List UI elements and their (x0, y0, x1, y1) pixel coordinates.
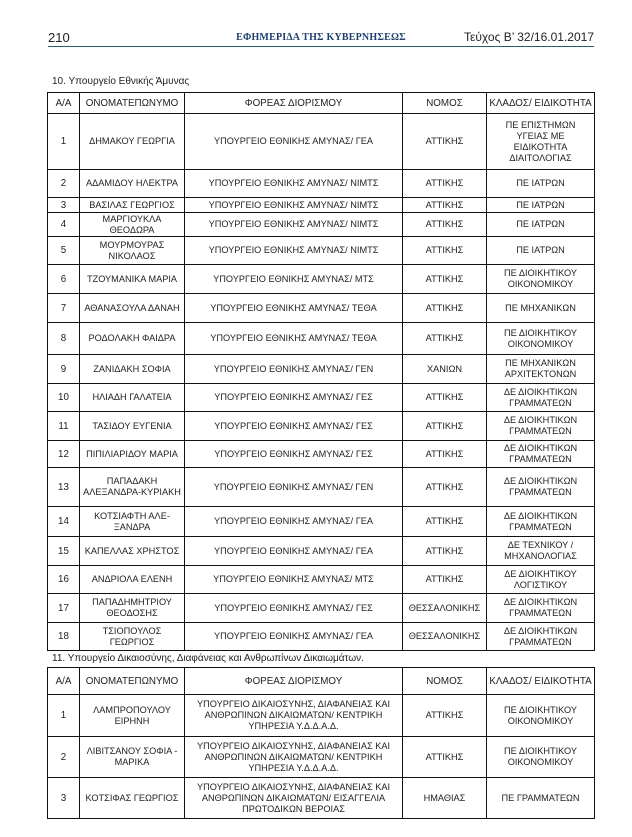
cell-branch-specialty: ΠΕ ΙΑΤΡΩΝ (487, 198, 595, 213)
cell-full-name: ΤΣΙΟΠΟΥΛΟΣ ΓΕΩΡΓΙΟΣ (80, 623, 185, 651)
cell-branch-specialty: ΠΕ ΓΡΑΜΜΑΤΕΩΝ (487, 778, 595, 819)
cell-full-name: ΗΛΙΑΔΗ ΓΑΛΑΤΕΙΑ (80, 384, 185, 412)
cell-appointing-body: ΥΠΟΥΡΓΕΙΟ ΕΘΝΙΚΗΣ ΑΜΥΝΑΣ/ ΓΕΣ (185, 384, 403, 412)
cell-appointing-body: ΥΠΟΥΡΓΕΙΟ ΔΙΚΑΙΟΣΥΝΗΣ, ΔΙΑΦΑΝΕΙΑΣ ΚΑΙ ΑΝΘΡΩΠΙΝΩΝ ΔΙΚΑΙΩΜΑΤΩΝ/ ΚΕΝΤΡΙΚΗ ΥΠΗΡΕΣΙΑ Υ.Δ.Δ.Α.Δ. (185, 737, 403, 778)
cell-row-number: 3 (48, 778, 80, 819)
cell-prefecture: ΑΤΤΙΚΗΣ (403, 198, 487, 213)
cell-branch-specialty: ΠΕ ΔΙΟΙΚΗΤΙΚΟΥ ΟΙΚΟΝΟΜΙΚΟΥ (487, 695, 595, 737)
cell-appointing-body: ΥΠΟΥΡΓΕΙΟ ΕΘΝΙΚΗΣ ΑΜΥΝΑΣ/ ΝΙΜΤΣ (185, 170, 403, 198)
cell-prefecture: ΑΤΤΙΚΗΣ (403, 114, 487, 170)
cell-row-number: 7 (48, 294, 80, 323)
cell-prefecture: ΧΑΝΙΩΝ (403, 355, 487, 384)
appointments-table-defence (47, 92, 595, 651)
column-header-full-name: ΟΝΟΜΑΤΕΠΩΝΥΜΟ (80, 668, 185, 695)
cell-row-number: 8 (48, 323, 80, 355)
cell-appointing-body: ΥΠΟΥΡΓΕΙΟ ΕΘΝΙΚΗΣ ΑΜΥΝΑΣ/ ΓΕΝ (185, 468, 403, 507)
cell-prefecture: ΑΤΤΙΚΗΣ (403, 737, 487, 778)
cell-row-number: 11 (48, 412, 80, 441)
cell-prefecture: ΑΤΤΙΚΗΣ (403, 237, 487, 265)
cell-full-name: ΔΗΜΑΚΟΥ ΓΕΩΡΓΙΑ (80, 114, 185, 170)
cell-branch-specialty: ΔΕ ΔΙΟΙΚΗΤΙΚΩΝ ΓΡΑΜΜΑΤΕΩΝ (487, 507, 595, 537)
cell-full-name: ΑΝΔΡΙΟΛΑ ΕΛΕΝΗ (80, 566, 185, 594)
cell-row-number: 15 (48, 537, 80, 566)
cell-prefecture: ΑΤΤΙΚΗΣ (403, 213, 487, 237)
cell-branch-specialty: ΠΕ ΔΙΟΙΚΗΤΙΚΟΥ ΟΙΚΟΝΟΜΙΚΟΥ (487, 323, 595, 355)
cell-prefecture: ΗΜΑΘΙΑΣ (403, 778, 487, 819)
cell-appointing-body: ΥΠΟΥΡΓΕΙΟ ΔΙΚΑΙΟΣΥΝΗΣ, ΔΙΑΦΑΝΕΙΑΣ ΚΑΙ ΑΝΘΡΩΠΙΝΩΝ ΔΙΚΑΙΩΜΑΤΩΝ/ ΕΙΣΑΓΓΕΛΙΑ ΠΡΩΤΟΔΙΚΩΝ ΒΕΡΟΙΑΣ (185, 778, 403, 819)
cell-branch-specialty: ΔΕ ΔΙΟΙΚΗΤΙΚΩΝ ΓΡΑΜΜΑΤΕΩΝ (487, 468, 595, 507)
table-row (48, 537, 595, 566)
column-header-appointing-body: ΦΟΡΕΑΣ ΔΙΟΡΙΣΜΟΥ (185, 668, 403, 695)
cell-appointing-body: ΥΠΟΥΡΓΕΙΟ ΕΘΝΙΚΗΣ ΑΜΥΝΑΣ/ ΜΤΣ (185, 265, 403, 294)
cell-branch-specialty: ΠΕ ΙΑΤΡΩΝ (487, 237, 595, 265)
cell-prefecture: ΑΤΤΙΚΗΣ (403, 170, 487, 198)
cell-appointing-body: ΥΠΟΥΡΓΕΙΟ ΕΘΝΙΚΗΣ ΑΜΥΝΑΣ/ ΜΤΣ (185, 566, 403, 594)
cell-branch-specialty: ΠΕ ΙΑΤΡΩΝ (487, 170, 595, 198)
column-header-prefecture: ΝΟΜΟΣ (403, 93, 487, 114)
cell-appointing-body: ΥΠΟΥΡΓΕΙΟ ΕΘΝΙΚΗΣ ΑΜΥΝΑΣ/ ΤΕΘΑ (185, 323, 403, 355)
cell-row-number: 4 (48, 213, 80, 237)
table-row (48, 566, 595, 594)
cell-full-name: ΖΑΝΙΔΑΚΗ ΣΟΦΙΑ (80, 355, 185, 384)
cell-full-name: ΒΑΣΙΛΑΣ ΓΕΩΡΓΙΟΣ (80, 198, 185, 213)
cell-prefecture: ΑΤΤΙΚΗΣ (403, 441, 487, 468)
table-row (48, 294, 595, 323)
cell-appointing-body: ΥΠΟΥΡΓΕΙΟ ΕΘΝΙΚΗΣ ΑΜΥΝΑΣ/ ΓΕΑ (185, 114, 403, 170)
cell-row-number: 2 (48, 737, 80, 778)
cell-row-number: 17 (48, 594, 80, 623)
cell-full-name: ΑΘΑΝΑΣΟΥΛΑ ΔΑΝΑΗ (80, 294, 185, 323)
table-row (48, 441, 595, 468)
cell-branch-specialty: ΔΕ ΤΕΧΝΙΚΟΥ / ΜΗΧΑΝΟΛΟΓΙΑΣ (487, 537, 595, 566)
column-header-branch-specialty: ΚΛΑΔΟΣ/ ΕΙΔΙΚΟΤΗΤΑ (487, 93, 595, 114)
table-header-row (48, 93, 595, 114)
cell-branch-specialty: ΔΕ ΔΙΟΙΚΗΤΙΚΩΝ ΓΡΑΜΜΑΤΕΩΝ (487, 441, 595, 468)
table-row (48, 198, 595, 213)
section-title-defence: 10. Υπουργείο Εθνικής Άμυνας (52, 76, 190, 87)
cell-prefecture: ΑΤΤΙΚΗΣ (403, 695, 487, 737)
table-row (48, 237, 595, 265)
cell-branch-specialty: ΔΕ ΔΙΟΙΚΗΤΙΚΟΥ ΛΟΓΙΣΤΙΚΟΥ (487, 566, 595, 594)
cell-appointing-body: ΥΠΟΥΡΓΕΙΟ ΕΘΝΙΚΗΣ ΑΜΥΝΑΣ/ ΓΕΣ (185, 441, 403, 468)
cell-prefecture: ΑΤΤΙΚΗΣ (403, 468, 487, 507)
cell-prefecture: ΘΕΣΣΑΛΟΝΙΚΗΣ (403, 594, 487, 623)
cell-prefecture: ΑΤΤΙΚΗΣ (403, 412, 487, 441)
cell-appointing-body: ΥΠΟΥΡΓΕΙΟ ΕΘΝΙΚΗΣ ΑΜΥΝΑΣ/ ΓΕΣ (185, 594, 403, 623)
cell-appointing-body: ΥΠΟΥΡΓΕΙΟ ΕΘΝΙΚΗΣ ΑΜΥΝΑΣ/ ΓΕΑ (185, 623, 403, 651)
cell-row-number: 10 (48, 384, 80, 412)
cell-full-name: ΠΑΠΑΔΑΚΗ ΑΛΕΞΑΝΔΡΑ-ΚΥΡΙΑΚΗ (80, 468, 185, 507)
cell-prefecture: ΑΤΤΙΚΗΣ (403, 384, 487, 412)
cell-branch-specialty: ΔΕ ΔΙΟΙΚΗΤΙΚΩΝ ΓΡΑΜΜΑΤΕΩΝ (487, 384, 595, 412)
gazette-title: ΕΦΗΜΕΡΙΔΑ ΤΗΣ ΚΥΒΕΡΝΗΣΕΩΣ (236, 32, 406, 43)
cell-full-name: ΠΑΠΑΔΗΜΗΤΡΙΟΥ ΘΕΟΔΟΣΗΣ (80, 594, 185, 623)
cell-branch-specialty: ΠΕ ΔΙΟΙΚΗΤΙΚΟΥ ΟΙΚΟΝΟΜΙΚΟΥ (487, 265, 595, 294)
cell-branch-specialty: ΔΕ ΔΙΟΙΚΗΤΙΚΩΝ ΓΡΑΜΜΑΤΕΩΝ (487, 594, 595, 623)
cell-appointing-body: ΥΠΟΥΡΓΕΙΟ ΕΘΝΙΚΗΣ ΑΜΥΝΑΣ/ ΝΙΜΤΣ (185, 237, 403, 265)
cell-full-name: ΚΑΠΕΛΛΑΣ ΧΡΗΣΤΟΣ (80, 537, 185, 566)
cell-prefecture: ΑΤΤΙΚΗΣ (403, 566, 487, 594)
column-header-row-number: Α/Α (48, 93, 80, 114)
cell-row-number: 14 (48, 507, 80, 537)
cell-appointing-body: ΥΠΟΥΡΓΕΙΟ ΕΘΝΙΚΗΣ ΑΜΥΝΑΣ/ ΓΕΣ (185, 412, 403, 441)
cell-full-name: ΤΑΣΙΔΟΥ ΕΥΓΕΝΙΑ (80, 412, 185, 441)
cell-full-name: ΚΟΤΣΙΑΦΤΗ ΑΛΕ-ΞΑΝΔΡΑ (80, 507, 185, 537)
cell-appointing-body: ΥΠΟΥΡΓΕΙΟ ΕΘΝΙΚΗΣ ΑΜΥΝΑΣ/ ΝΙΜΤΣ (185, 198, 403, 213)
cell-row-number: 1 (48, 114, 80, 170)
table-row (48, 695, 595, 737)
cell-appointing-body: ΥΠΟΥΡΓΕΙΟ ΕΘΝΙΚΗΣ ΑΜΥΝΑΣ/ ΝΙΜΤΣ (185, 213, 403, 237)
cell-appointing-body: ΥΠΟΥΡΓΕΙΟ ΔΙΚΑΙΟΣΥΝΗΣ, ΔΙΑΦΑΝΕΙΑΣ ΚΑΙ ΑΝΘΡΩΠΙΝΩΝ ΔΙΚΑΙΩΜΑΤΩΝ/ ΚΕΝΤΡΙΚΗ ΥΠΗΡΕΣΙΑ Υ.Δ.Δ.Α.Δ. (185, 695, 403, 737)
cell-branch-specialty: ΔΕ ΔΙΟΙΚΗΤΙΚΩΝ ΓΡΑΜΜΑΤΕΩΝ (487, 412, 595, 441)
cell-full-name: ΡΟΔΟΛΑΚΗ ΦΑΙΔΡΑ (80, 323, 185, 355)
table-row (48, 114, 595, 170)
appointments-table-justice (47, 667, 595, 819)
cell-prefecture: ΑΤΤΙΚΗΣ (403, 294, 487, 323)
cell-full-name: ΛΙΒΙΤΣΑΝΟΥ ΣΟΦΙΑ - ΜΑΡΙΚΑ (80, 737, 185, 778)
cell-full-name: ΜΑΡΓΙΟΥΚΛΑ ΘΕΟΔΩΡΑ (80, 213, 185, 237)
column-header-appointing-body: ΦΟΡΕΑΣ ΔΙΟΡΙΣΜΟΥ (185, 93, 403, 114)
cell-appointing-body: ΥΠΟΥΡΓΕΙΟ ΕΘΝΙΚΗΣ ΑΜΥΝΑΣ/ ΤΕΘΑ (185, 294, 403, 323)
cell-appointing-body: ΥΠΟΥΡΓΕΙΟ ΕΘΝΙΚΗΣ ΑΜΥΝΑΣ/ ΓΕΑ (185, 507, 403, 537)
table-row (48, 594, 595, 623)
cell-full-name: ΜΟΥΡΜΟΥΡΑΣ ΝΙΚΟΛΑΟΣ (80, 237, 185, 265)
section-title-justice: 11. Υπουργείο Δικαιοσύνης, Διαφάνειας και Ανθρωπίνων Δικαιωμάτων. (52, 653, 364, 664)
cell-prefecture: ΑΤΤΙΚΗΣ (403, 323, 487, 355)
column-header-row-number: Α/Α (48, 668, 80, 695)
cell-prefecture: ΘΕΣΣΑΛΟΝΙΚΗΣ (403, 623, 487, 651)
cell-row-number: 2 (48, 170, 80, 198)
column-header-prefecture: ΝΟΜΟΣ (403, 668, 487, 695)
page-number: 210 (48, 30, 70, 45)
table-header-row (48, 668, 595, 695)
cell-branch-specialty: ΠΕ ΙΑΤΡΩΝ (487, 213, 595, 237)
table-row (48, 778, 595, 819)
table-row (48, 412, 595, 441)
cell-row-number: 5 (48, 237, 80, 265)
cell-row-number: 12 (48, 441, 80, 468)
table-row (48, 170, 595, 198)
cell-full-name: ΑΔΑΜΙΔΟΥ ΗΛΕΚΤΡΑ (80, 170, 185, 198)
cell-full-name: ΠΙΠΙΛΙΑΡΙΔΟΥ ΜΑΡΙΑ (80, 441, 185, 468)
column-header-branch-specialty: ΚΛΑΔΟΣ/ ΕΙΔΙΚΟΤΗΤΑ (487, 668, 595, 695)
cell-row-number: 9 (48, 355, 80, 384)
cell-full-name: ΤΖΟΥΜΑΝΙΚΑ ΜΑΡΙΑ (80, 265, 185, 294)
cell-prefecture: ΑΤΤΙΚΗΣ (403, 537, 487, 566)
table-row (48, 355, 595, 384)
table-row (48, 265, 595, 294)
table-row (48, 507, 595, 537)
cell-branch-specialty: ΔΕ ΔΙΟΙΚΗΤΙΚΩΝ ΓΡΑΜΜΑΤΕΩΝ (487, 623, 595, 651)
table-row (48, 384, 595, 412)
cell-branch-specialty: ΠΕ ΜΗΧΑΝΙΚΩΝ (487, 294, 595, 323)
cell-branch-specialty: ΠΕ ΕΠΙΣΤΗΜΩΝ ΥΓΕΙΑΣ ΜΕ ΕΙΔΙΚΟΤΗΤΑ ΔΙΑΙΤΟΛΟΓΙΑΣ (487, 114, 595, 170)
page-header (48, 30, 594, 47)
column-header-full-name: ΟΝΟΜΑΤΕΠΩΝΥΜΟ (80, 93, 185, 114)
table-row (48, 623, 595, 651)
issue-info: Τεύχος Β’ 32/16.01.2017 (464, 30, 594, 44)
cell-appointing-body: ΥΠΟΥΡΓΕΙΟ ΕΘΝΙΚΗΣ ΑΜΥΝΑΣ/ ΓΕΝ (185, 355, 403, 384)
cell-row-number: 16 (48, 566, 80, 594)
cell-full-name: ΚΟΤΣΙΦΑΣ ΓΕΩΡΓΙΟΣ (80, 778, 185, 819)
cell-row-number: 6 (48, 265, 80, 294)
cell-prefecture: ΑΤΤΙΚΗΣ (403, 507, 487, 537)
table-row (48, 468, 595, 507)
cell-appointing-body: ΥΠΟΥΡΓΕΙΟ ΕΘΝΙΚΗΣ ΑΜΥΝΑΣ/ ΓΕΑ (185, 537, 403, 566)
cell-branch-specialty: ΠΕ ΔΙΟΙΚΗΤΙΚΟΥ ΟΙΚΟΝΟΜΙΚΟΥ (487, 737, 595, 778)
cell-row-number: 1 (48, 695, 80, 737)
table-row (48, 213, 595, 237)
cell-row-number: 3 (48, 198, 80, 213)
cell-row-number: 13 (48, 468, 80, 507)
cell-prefecture: ΑΤΤΙΚΗΣ (403, 265, 487, 294)
cell-full-name: ΛΑΜΠΡΟΠΟΥΛΟΥ ΕΙΡΗΝΗ (80, 695, 185, 737)
table-row (48, 737, 595, 778)
table-row (48, 323, 595, 355)
cell-row-number: 18 (48, 623, 80, 651)
cell-branch-specialty: ΠΕ ΜΗΧΑΝΙΚΩΝ ΑΡΧΙΤΕΚΤΟΝΩΝ (487, 355, 595, 384)
